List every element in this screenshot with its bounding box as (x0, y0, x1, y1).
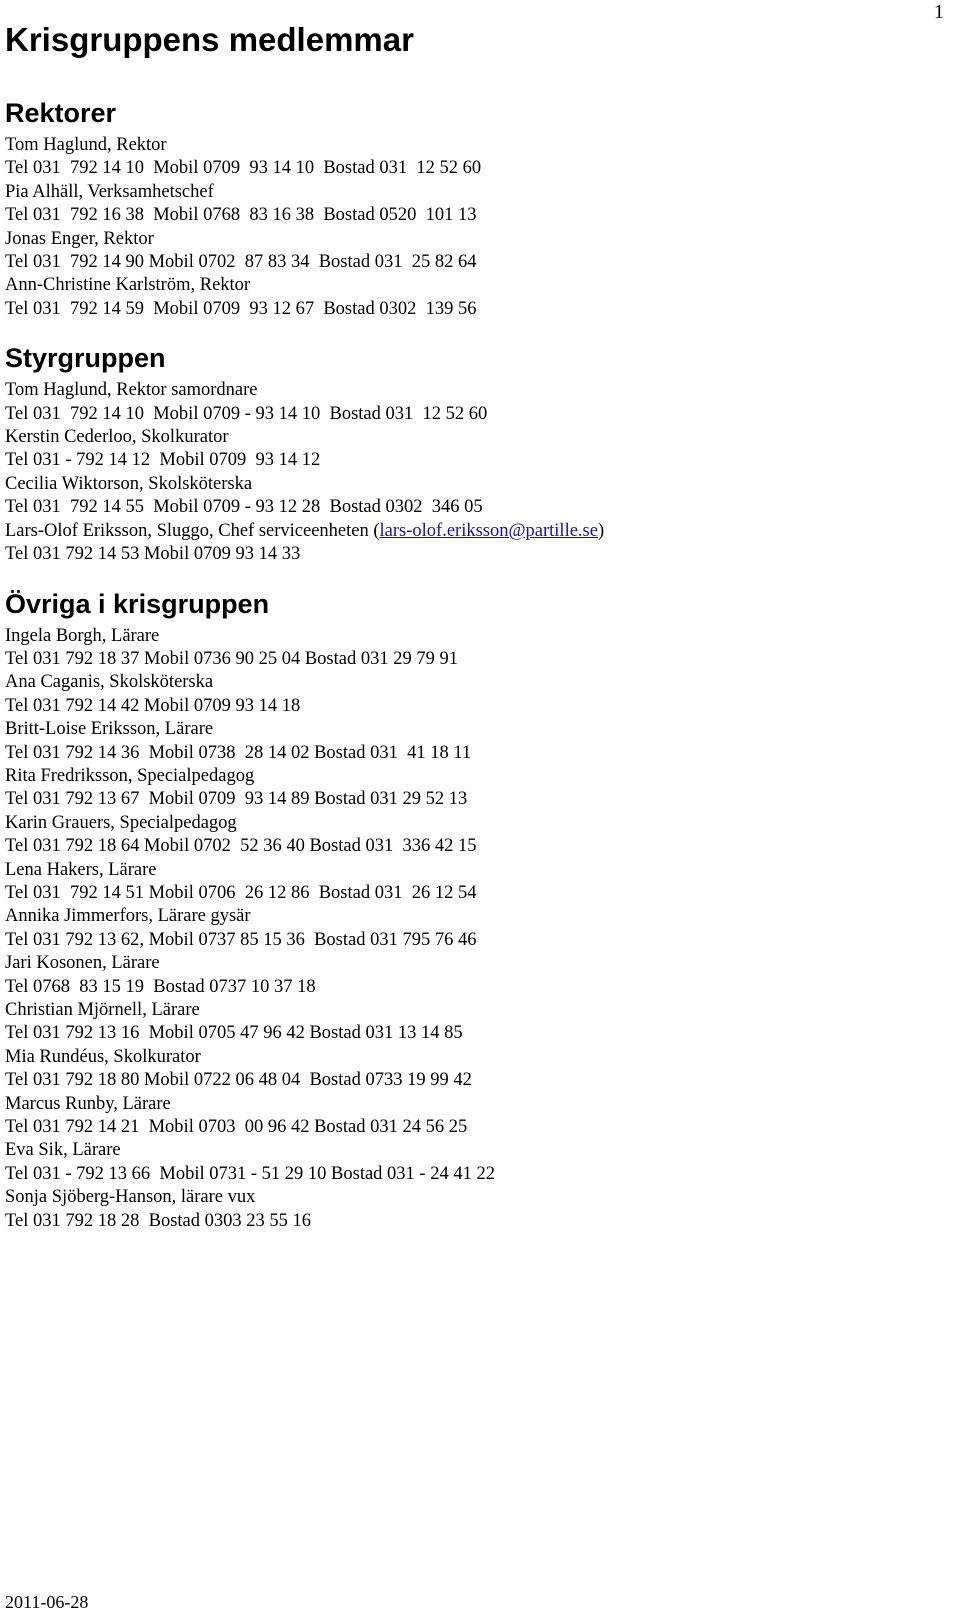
contact-line: Jari Kosonen, Lärare (5, 953, 160, 974)
contact-line: Annika Jimmerfors, Lärare gysär (5, 906, 251, 927)
email-link[interactable]: lars-olof.eriksson@partille.se (379, 520, 598, 541)
contact-line: Tel 031 792 14 10 Mobil 0709 93 14 10 Bostad 031 12 52 60 (5, 158, 482, 179)
section-ovriga (5, 587, 935, 1234)
contact-line: Tel 031 792 16 38 Mobil 0768 83 16 38 Bostad 0520 101 13 (5, 205, 477, 226)
contact-line: Tel 031 792 13 67 Mobil 0709 93 14 89 Bostad 031 29 52 13 (5, 789, 468, 810)
contact-line: Tel 031 792 13 62, Mobil 0737 85 15 36 Bostad 031 795 76 46 (5, 929, 477, 950)
contact-line: Tom Haglund, Rektor (5, 135, 167, 155)
contact-line-email (5, 520, 935, 543)
contact-line: Tel 031 792 14 90 Mobil 0702 87 83 34 Bostad 031 25 82 64 (5, 252, 477, 273)
contact-line: Ana Caganis, Skolsköterska (5, 672, 214, 693)
page-title: Krisgruppens medlemmar (5, 21, 414, 58)
contact-line: Tel 031 792 14 21 Mobil 0703 00 96 42 Bostad 031 24 56 25 (5, 1117, 468, 1138)
ovriga-list (5, 625, 935, 1234)
contact-line: Tom Haglund, Rektor samordnare (5, 380, 258, 401)
section-heading-styrgruppen: Styrgruppen (5, 343, 166, 374)
contact-line: Tel 031 792 18 80 Mobil 0722 06 48 04 Bostad 0733 19 99 42 (5, 1070, 472, 1091)
contact-line: Jonas Enger, Rektor (5, 228, 154, 249)
contact-line: Tel 031 - 792 13 66 Mobil 0731 - 51 29 10 Bostad 031 - 24 41 22 (5, 1163, 495, 1184)
contact-line: Ingela Borgh, Lärare (5, 625, 160, 646)
contact-line: Karin Grauers, Specialpedagog (5, 812, 237, 833)
contact-line: Tel 031 792 14 10 Mobil 0709 - 93 14 10 Bostad 031 12 52 60 (5, 403, 488, 424)
contact-line: Ann-Christine Karlström, Rektor (5, 275, 251, 296)
footer-date: 2011-06-28 (5, 1592, 89, 1612)
styrgruppen-list (5, 379, 935, 519)
section-heading-ovriga: Övriga i krisgruppen (5, 588, 270, 619)
contact-line: Marcus Runby, Lärare (5, 1093, 171, 1114)
contact-line: Rita Fredriksson, Specialpedagog (5, 765, 255, 786)
contact-line: Tel 031 - 792 14 12 Mobil 0709 93 14 12 (5, 450, 321, 471)
contact-line: Cecilia Wiktorson, Skolsköterska (5, 473, 253, 494)
contact-line: Tel 031 792 14 53 Mobil 0709 93 14 33 (5, 544, 301, 565)
section-heading-rektorer: Rektorer (5, 98, 117, 128)
contact-line: Pia Alhäll, Verksamhetschef (5, 181, 214, 202)
email-line-suffix: ) (597, 520, 605, 541)
contact-line: Sonja Sjöberg-Hanson, lärare vux (5, 1187, 256, 1208)
contact-line: Tel 031 792 18 28 Bostad 0303 23 55 16 (5, 1210, 311, 1231)
contact-line: Mia Rundéus, Skolkurator (5, 1046, 201, 1067)
document-body (5, 18, 935, 1253)
email-line-prefix: Lars-Olof Eriksson, Sluggo, Chef serviceenheten ( (5, 520, 380, 541)
contact-line: Christian Mjörnell, Lärare (5, 1000, 200, 1020)
rektorer-list (5, 134, 935, 321)
contact-line: Tel 031 792 14 59 Mobil 0709 93 12 67 Bostad 0302 139 56 (5, 298, 477, 319)
contact-line: Eva Sik, Lärare (5, 1140, 121, 1161)
contact-line: Tel 031 792 18 37 Mobil 0736 90 25 04 Bostad 031 29 79 91 (5, 648, 458, 669)
contact-line: Kerstin Cederloo, Skolkurator (5, 427, 229, 448)
contact-line: Tel 031 792 13 16 Mobil 0705 47 96 42 Bostad 031 13 14 85 (5, 1023, 463, 1044)
contact-line: Tel 031 792 14 51 Mobil 0706 26 12 86 Bostad 031 26 12 54 (5, 882, 477, 903)
contact-line: Britt-Loise Eriksson, Lärare (5, 719, 214, 740)
section-rektorer (5, 96, 935, 321)
page-number: 1 (934, 1, 944, 23)
section-styrgruppen (5, 341, 935, 566)
contact-line: Tel 031 792 14 42 Mobil 0709 93 14 18 (5, 695, 301, 716)
contact-line: Tel 031 792 14 55 Mobil 0709 - 93 12 28 Bostad 0302 346 05 (5, 497, 483, 518)
contact-line: Tel 031 792 14 36 Mobil 0738 28 14 02 Bostad 031 41 18 11 (5, 742, 472, 763)
contact-line: Lena Hakers, Lärare (5, 859, 157, 880)
contact-line: Tel 031 792 18 64 Mobil 0702 52 36 40 Bostad 031 336 42 15 (5, 836, 477, 857)
contact-line: Tel 0768 83 15 19 Bostad 0737 10 37 18 (5, 976, 316, 997)
